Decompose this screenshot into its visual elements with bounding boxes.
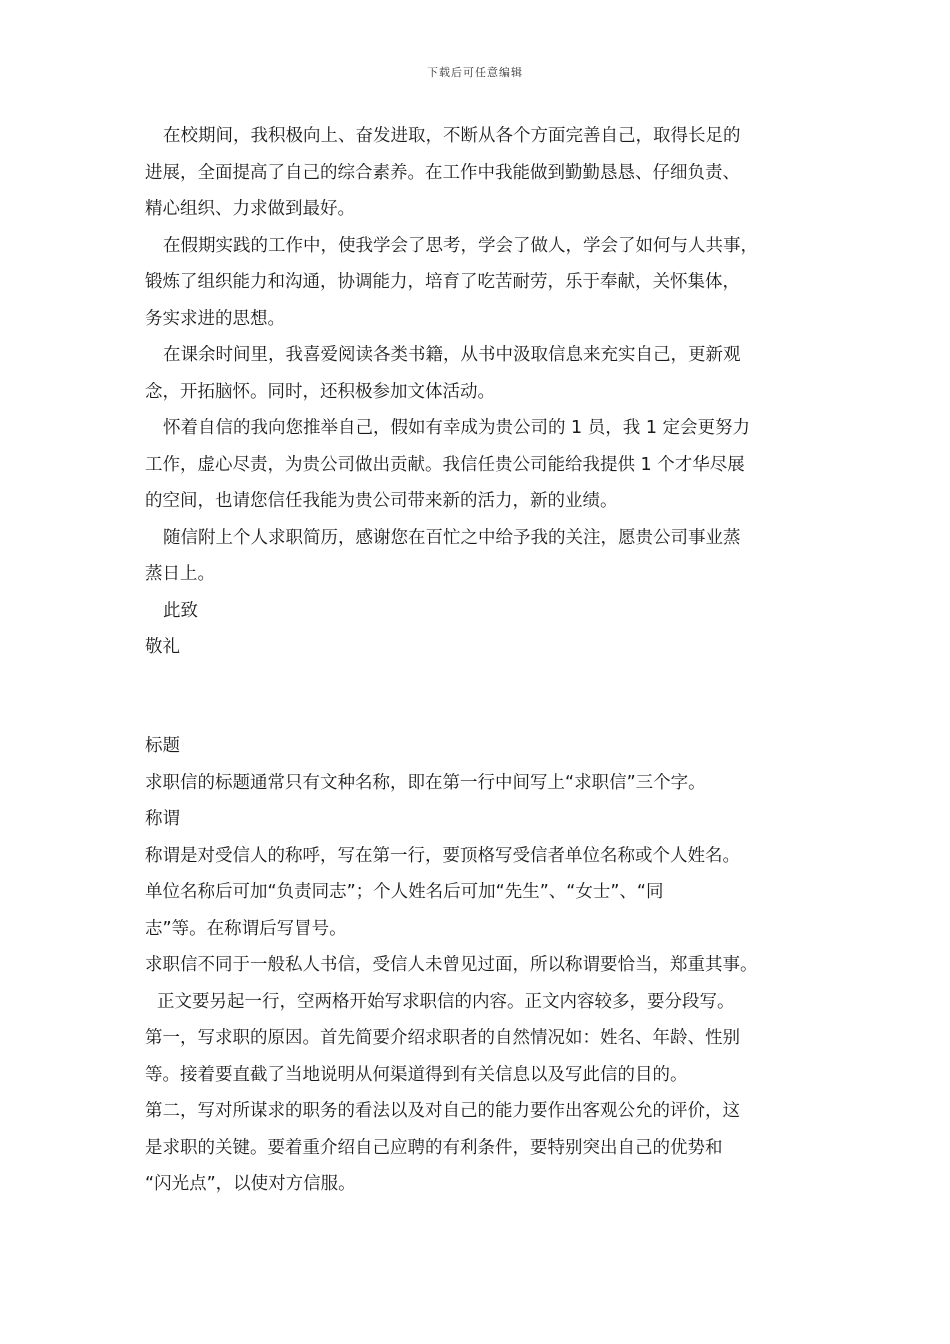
text-line: 是求职的关键。要着重介绍自己应聘的有利条件，要特别突出自己的优势和 [145,1137,723,1158]
text-line: 在假期实践的工作中，使我学会了思考，学会了做人，学会了如何与人共事， [163,235,758,256]
text-line: 在校期间，我积极向上、奋发进取，不断从各个方面完善自己，取得长足的 [163,126,741,146]
paragraph-recommend [145,410,825,520]
text-line: 精心组织、力求做到最好。 [145,199,355,219]
text-line: 的空间，也请您信任我能为贵公司带来新的活力，新的业绩。 [145,491,618,511]
text-line: 称谓是对受信人的称呼，写在第一行，要顶格写受信者单位名称或个人姓名。 [145,845,740,866]
guide-heading-title: 标题 [145,736,180,756]
text-line: 随信附上个人求职简历，感谢您在百忙之中给予我的关注，愿贵公司事业蒸 [163,527,741,548]
text-line: 第一，写求职的原因。首先简要介绍求职者的自然情况如：姓名、年龄、性别 [145,1028,740,1048]
text-line: 志”等。在称谓后写冒号。 [145,918,347,939]
text-line: 正文要另起一行，空两格开始写求职信的内容。正文内容较多，要分段写。 [157,991,735,1012]
text-line: 等。接着要直截了当地说明从何渠道得到有关信息以及写此信的目的。 [145,1064,688,1085]
closing-salutation: 此致 [163,600,198,621]
closing-regards: 敬礼 [145,637,180,657]
text-line: 锻炼了组织能力和沟通，协调能力，培育了吃苦耐劳，乐于奉献，关怀集体， [145,272,740,292]
text-line: 求职信不同于一般私人书信，受信人未曾见过面，所以称谓要恰当，郑重其事。 [145,955,758,975]
text-line: 念，开拓脑怀。同时，还积极参加文体活动。 [145,381,495,402]
paragraph-closing [145,520,825,593]
text-line: 在课余时间里，我喜爱阅读各类书籍，从书中汲取信息来充实自己，更新观 [163,345,741,365]
text-line: 进展，全面提高了自己的综合素养。在工作中我能做到勤勤恳恳、仔细负责、 [145,162,740,183]
text-line: 蒸日上。 [145,564,215,584]
text-line: 工作，虚心尽责，为贵公司做出贡献。我信任贵公司能给我提供 1 个才华尽展 [145,454,745,475]
text-line: 求职信的标题通常只有文种名称，即在第一行中间写上“求职信”三个字。 [145,772,706,793]
text-line: 单位名称后可加“负责同志”；个人姓名后可加“先生”、“女士”、“同 [145,882,664,902]
text-line: 怀着自信的我向您推举自己，假如有幸成为贵公司的 1 员，我 1 定会更努力 [163,418,751,438]
guide-heading-salutation: 称谓 [145,809,180,829]
letter-body [145,118,825,666]
writing-guide [145,728,825,1203]
paragraph-hobbies [145,337,825,410]
text-line: 务实求进的思想。 [145,308,285,329]
page-header: 下载后可任意编辑 [427,66,523,79]
text-line: “闪光点”，以使对方信服。 [145,1174,356,1194]
paragraph-study [145,118,825,228]
text-line: 第二，写对所谋求的职务的看法以及对自己的能力要作出客观公允的评价，这 [145,1101,740,1121]
paragraph-practice [145,228,825,338]
